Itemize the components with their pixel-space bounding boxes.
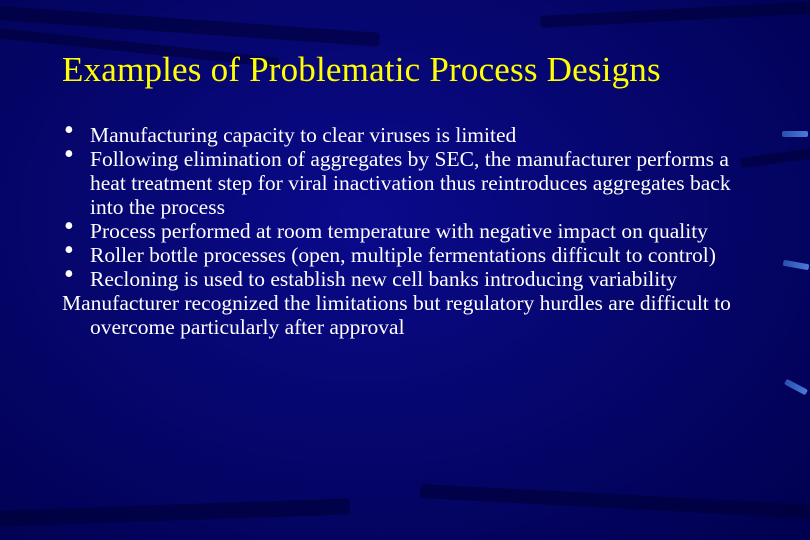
bullet-text: Roller bottle processes (open, multiple fermentations difficult to control) — [90, 243, 716, 267]
bullet-item — [62, 259, 752, 291]
bullet-item — [62, 139, 752, 219]
accent-stroke — [784, 379, 808, 396]
bullet-item — [62, 235, 752, 267]
bullet-dot-icon: • — [64, 211, 74, 242]
conclusion-text: Manufacturer recognized the limitations but regulatory hurdles are difficult to overcome particularly after approval — [62, 291, 731, 339]
bullet-dot-icon: • — [64, 259, 74, 290]
bullet-text: Manufacturing capacity to clear viruses is limited — [90, 123, 517, 147]
bullet-text: Following elimination of aggregates by SEC, the manufacturer performs a heat treatment step for viral inactivation thus reintroduces aggregates back into the process — [90, 147, 731, 219]
bullet-dot-icon: • — [64, 139, 74, 170]
slide-body — [62, 115, 752, 339]
background-stroke — [540, 0, 810, 28]
slide-title: Examples of Problematic Process Designs — [62, 50, 661, 89]
bullet-text: Process performed at room temperature with negative impact on quality — [90, 219, 708, 243]
bullet-dot-icon: • — [64, 235, 74, 266]
background-stroke — [0, 498, 350, 527]
background-stroke — [420, 484, 810, 520]
bullet-item — [62, 211, 752, 243]
accent-stroke — [782, 131, 808, 137]
bullet-item — [62, 115, 752, 147]
bullet-dot-icon: • — [64, 115, 74, 146]
accent-stroke — [783, 260, 810, 270]
bullet-text: Recloning is used to establish new cell banks introducing variability — [90, 267, 677, 291]
